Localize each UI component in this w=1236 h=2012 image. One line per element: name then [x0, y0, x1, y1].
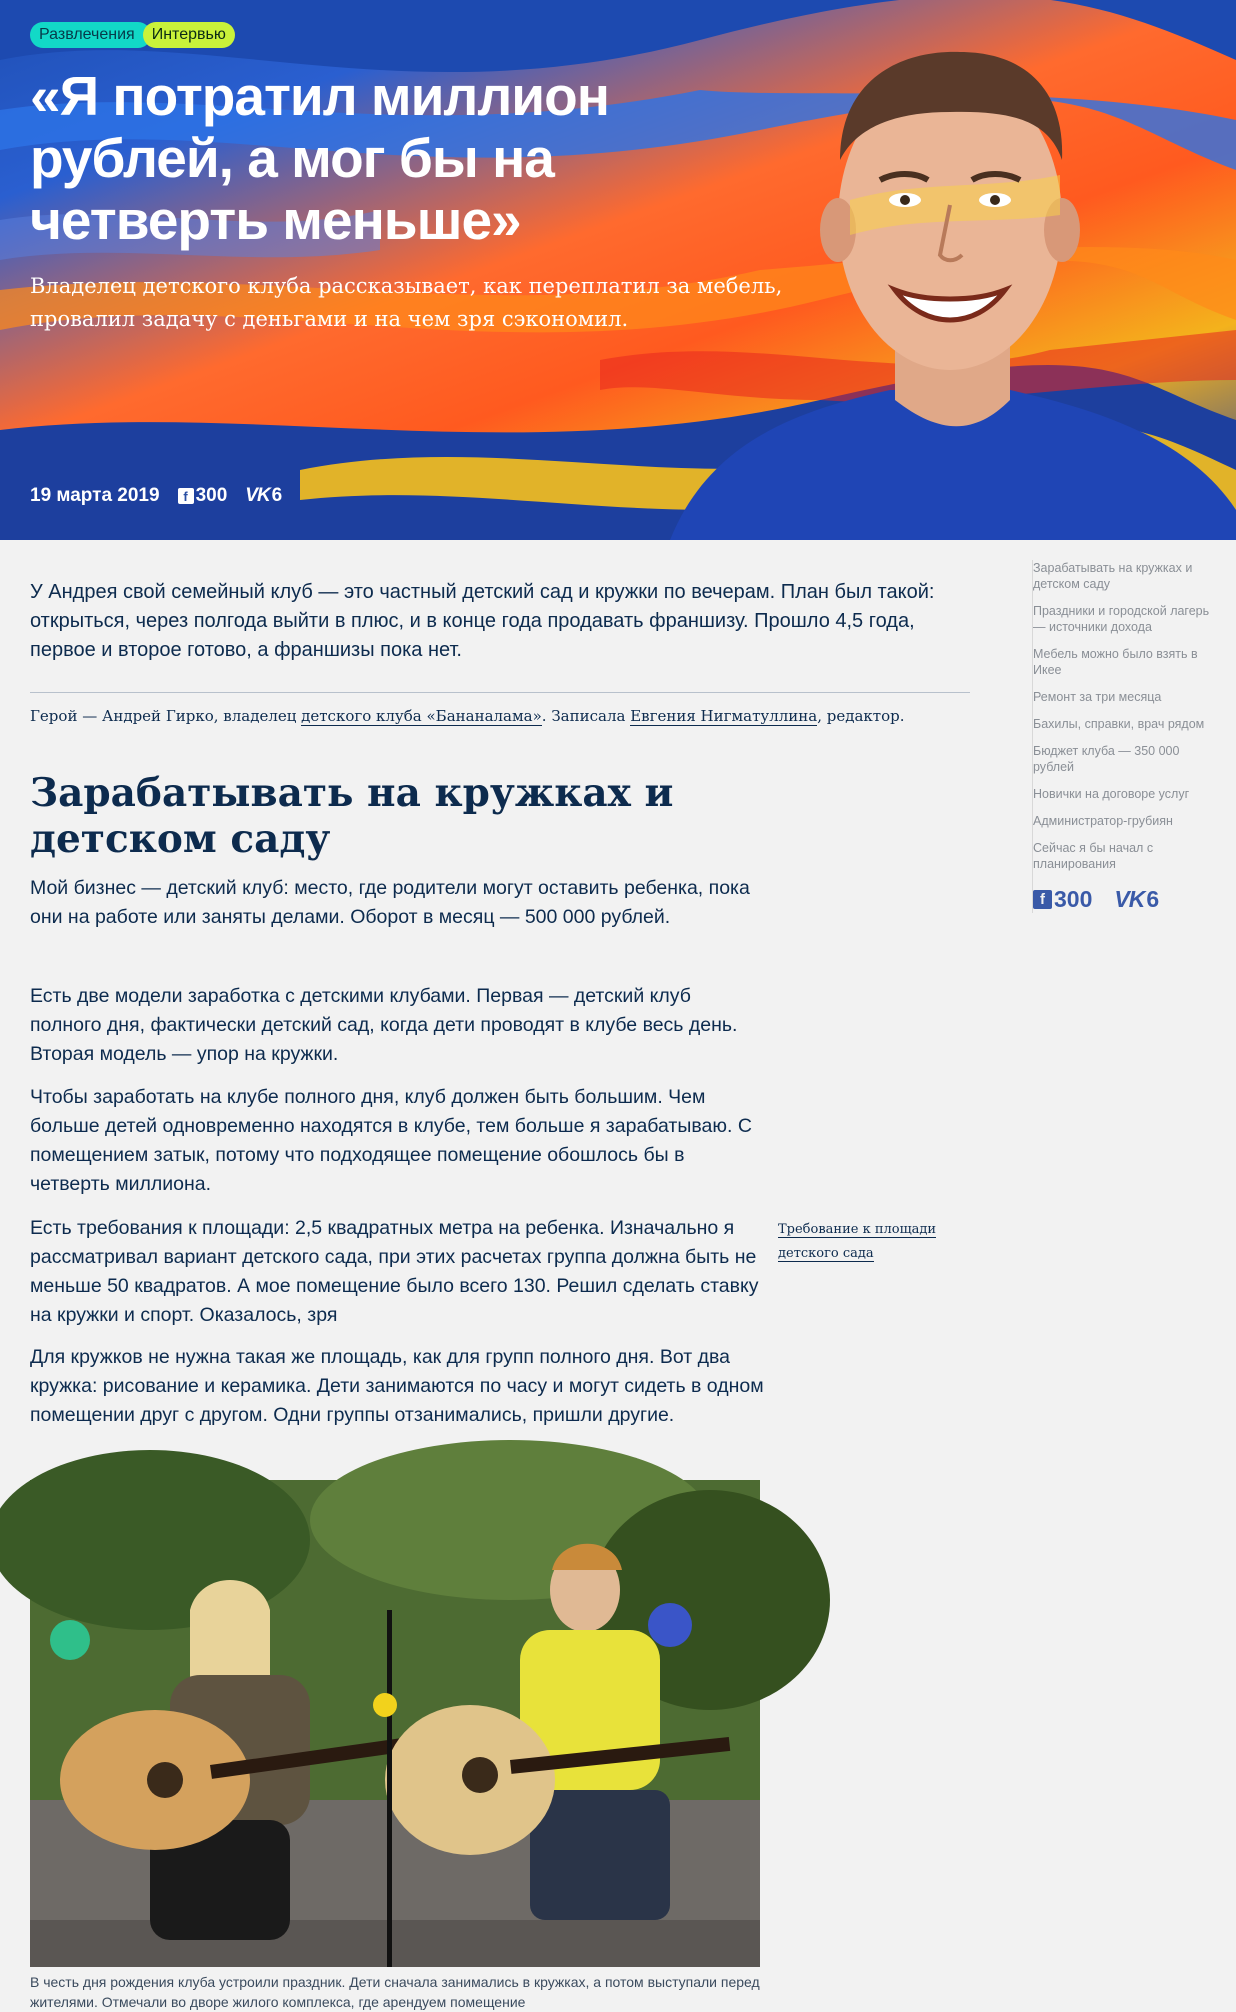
lead-divider: [30, 692, 970, 693]
toc-item-1[interactable]: Зарабатывать на кружках и детском саду: [1033, 561, 1193, 591]
toc-item-3[interactable]: Мебель можно было взять в Икее: [1033, 647, 1198, 677]
section-title: Зарабатывать на кружках и детском саду: [30, 770, 674, 862]
vk-share-count: 6: [271, 485, 283, 506]
hero-banner: [0, 0, 1236, 540]
paragraph-4: Есть требования к площади: 2,5 квадратных метра на ребенка. Изначально я рассматривал вариант детского сада, при этих расчетах группа должна быть не меньше 50 квадратов. А мое помещение было всего 130. Решил сделать ставку на кружки и спорт. Оказалось, зря: [30, 1217, 759, 1326]
publish-date: 19 марта 2019: [30, 485, 160, 506]
toc-item-7[interactable]: Новички на договоре услуг: [1033, 787, 1190, 801]
tags: [30, 22, 235, 48]
toc-item-5[interactable]: Бахилы, справки, врач рядом: [1033, 717, 1205, 731]
article-photo: [30, 1480, 760, 1967]
article-credits: [30, 707, 970, 725]
facebook-icon: f: [178, 488, 194, 504]
photo-caption: В честь дня рождения клуба устроили праздник. Дети сначала занимались в кружках, а потом выступали перед жителями. Отмечали во дворе жилого комплекса, где арендуем помещение: [30, 1974, 760, 2010]
paragraph-1: Мой бизнес — детский клуб: место, где родители могут оставить ребенка, пока они на работе или заняты делами. Оборот в месяц — 500 000 рублей.: [30, 877, 750, 928]
vk-icon: VK: [1114, 886, 1145, 912]
toc-item-8[interactable]: Администратор-грубиян: [1033, 814, 1173, 828]
toc-item-6[interactable]: Бюджет клуба — 350 000 рублей: [1033, 744, 1180, 774]
club-link[interactable]: детского клуба «Бананалама»: [301, 707, 542, 725]
article-title: «Я потратил миллион рублей, а мог бы на четверть меньше»: [30, 65, 609, 251]
tag-entertainment[interactable]: Развлечения: [30, 22, 151, 48]
credits-text-3: , редактор.: [817, 707, 905, 725]
hero-portrait-illustration: [650, 40, 1236, 540]
table-of-contents: [1032, 560, 1222, 913]
tag-interview[interactable]: Интервью: [143, 22, 235, 48]
facebook-share-count: 300: [195, 485, 228, 506]
hero-meta: [30, 485, 282, 507]
paragraph-5: Для кружков не нужна такая же площадь, как для групп полного дня. Вот два кружка: рисование и керамика. Дети занимаются по часу и могут сидеть в одном помещении друг с другом. Одни группы отзанимались, пришли другие.: [30, 1346, 764, 1426]
side-note-link[interactable]: [778, 1218, 958, 1266]
side-note-text: Требование к площади детского сада: [778, 1222, 937, 1261]
credits-text-1: Герой — Андрей Гирко, владелец: [30, 707, 302, 725]
article-lead: У Андрея свой семейный клуб — это частный детский сад и кружки по вечерам. План был такой: открыться, через полгода выйти в плюс, и в конце года продавать франшизу. Прошло 4,5 года, первое и второе готово, а франшизы пока нет.: [30, 581, 935, 661]
toc-vk-count: 6: [1146, 886, 1160, 912]
author-link[interactable]: Евгения Нигматуллина: [630, 707, 818, 725]
vk-icon: VK: [245, 485, 270, 506]
toc-item-4[interactable]: Ремонт за три месяца: [1033, 690, 1162, 704]
toc-share-bar: [1033, 886, 1222, 913]
toc-facebook-count: 300: [1054, 886, 1093, 912]
article-subtitle: Владелец детского клуба рассказывает, как переплатил за мебель, провалил задачу с деньгами и на чем зря сэкономил.: [30, 274, 783, 331]
credits-text-2: . Записала: [541, 707, 631, 725]
photo-children-guitars: [30, 1480, 760, 1967]
vk-share-button[interactable]: [245, 485, 282, 507]
paragraph-2: Есть две модели заработка с детскими клубами. Первая — детский клуб полного дня, фактически детский сад, когда дети проводят в клубе весь день. Вторая модель — упор на кружки.: [30, 985, 738, 1065]
facebook-icon: f: [1033, 890, 1052, 909]
toc-item-9[interactable]: Сейчас я бы начал с планирования: [1033, 841, 1154, 871]
toc-item-2[interactable]: Праздники и городской лагерь — источники дохода: [1033, 604, 1210, 634]
facebook-share-button[interactable]: [178, 485, 228, 507]
toc-vk-share-button[interactable]: [1114, 886, 1159, 913]
paragraph-3: Чтобы заработать на клубе полного дня, клуб должен быть большим. Чем больше детей одновременно находятся в клубе, тем больше я зарабатываю. С помещением затык, потому что подходящее помещение обошлось бы в четверть миллиона.: [30, 1086, 752, 1195]
toc-facebook-share-button[interactable]: [1033, 886, 1092, 913]
